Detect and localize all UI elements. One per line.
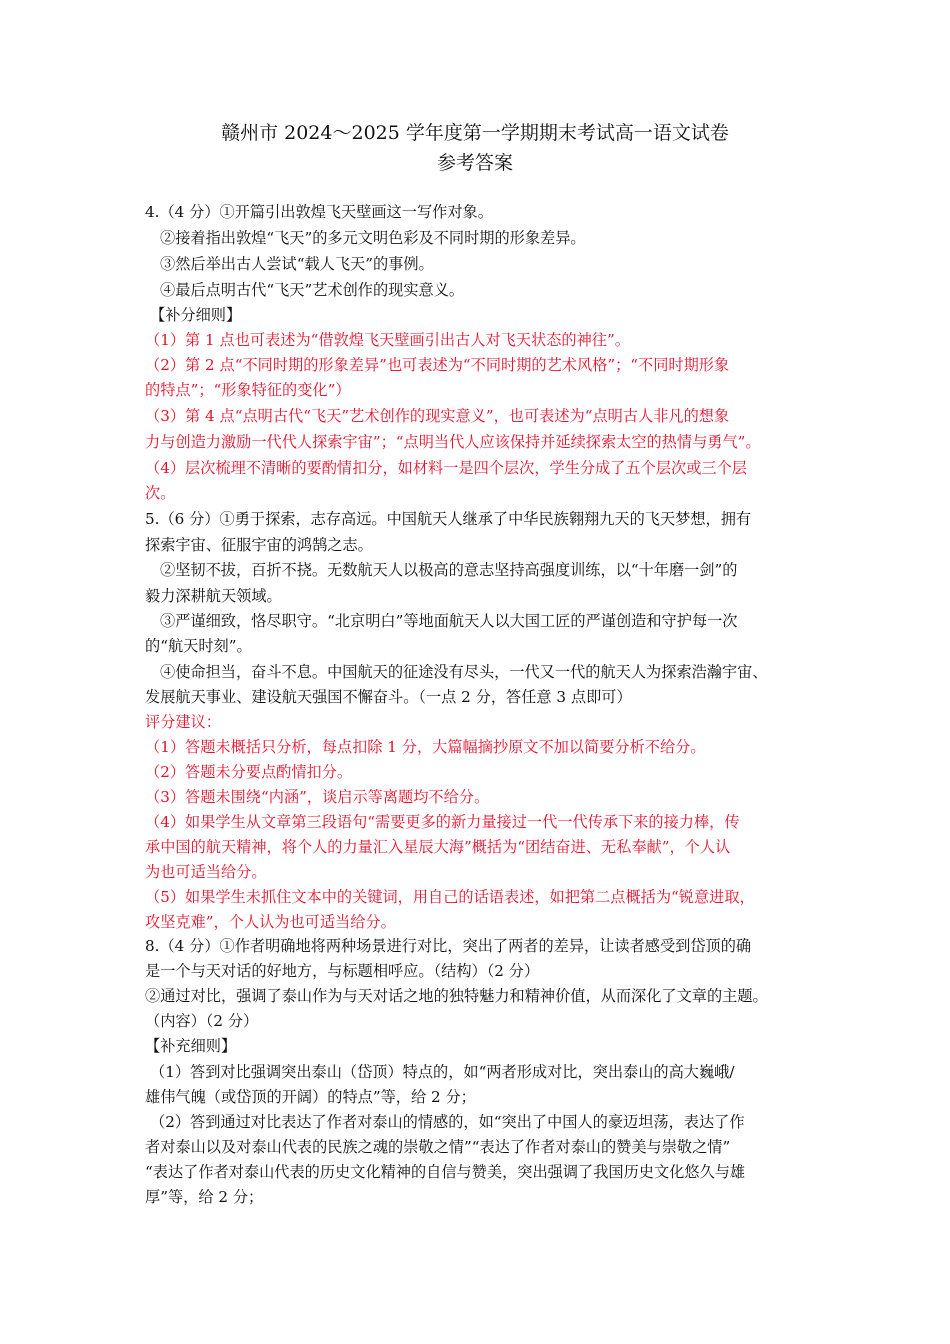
q8-rule-1b: 雄伟气魄（或岱顶的开阔）的特点”等，给 2 分； [145,1088,476,1106]
q5-rule-1: （1）答题未概括只分析，每点扣除 1 分，大篇幅摘抄原文不加以简要分析不给分。 [145,738,706,756]
q4-rule-2a: （2）第 2 点“不同时期的形象差异”也可表述为“不同时期的艺术风格”；“不同时期形象 [145,356,730,374]
q5-line-3: ②坚韧不拔，百折不挠。无数航天人以极高的意志坚持高强度训练，以“十年磨一剑”的 [160,561,738,579]
q4-line-3: ③然后举出古人尝试“载人飞天”的事例。 [160,255,434,273]
q4-line-4: ④最后点明古代“飞天”艺术创作的现实意义。 [160,281,465,299]
q4-rule-3a: （3）第 4 点“点明古代“飞天”艺术创作的现实意义”，也可表述为“点明古人非凡的想象 [145,407,730,425]
q5-rule-5b: 攻坚克难”，个人认为也可适当给分。 [145,913,396,931]
q8-rule-2d: 厚”等，给 2 分； [145,1188,264,1206]
page-subtitle: 参考答案 [436,152,513,174]
q5-line-1: 5.（6 分）①勇于探索，志存高远。中国航天人继承了中华民族翱翔九天的飞天梦想，拥有 [145,510,752,528]
q8-line-2: 是一个与天对话的好地方，与标题相呼应。（结构）（2 分） [145,962,540,980]
q8-line-4: （内容）（2 分） [145,1012,259,1030]
q4-supplement-heading: 【补分细则】 [150,306,242,324]
q5-line-8: 发展航天事业、建设航天强国不懈奋斗。（一点 2 分，答任意 3 点即可） [145,688,632,706]
q8-rule-1a: （1）答到对比强调突出泰山（岱顶）特点的，如“两者形成对比，突出泰山的高大巍峨/ [150,1063,735,1081]
q4-rule-4b: 次。 [145,484,176,502]
q5-rule-4c: 为也可适当给分。 [145,863,267,881]
q5-line-4: 毅力深耕航天领域。 [145,587,282,605]
q8-rule-2c: “表达了作者对泰山代表的历史文化精神的自信与赞美，突出强调了我国历史文化悠久与雄 [145,1163,746,1181]
q4-rule-4a: （4）层次梳理不清晰的要酌情扣分，如材料一是四个层次，学生分成了五个层次或三个层 [145,459,747,477]
q8-line-3: ②通过对比，强调了泰山作为与天对话之地的独特魅力和精神价值，从而深化了文章的主题。 [145,987,768,1005]
q8-line-1: 8.（4 分）①作者明确地将两种场景进行对比，突出了两者的差异，让读者感受到岱顶的确 [145,937,752,955]
q5-rule-4b: 承中国的航天精神，将个人的力量汇入星辰大海”概括为“团结奋进、无私奉献”，个人认 [145,838,731,856]
q5-rule-3: （3）答题未围绕“内涵”，谈启示等离题均不给分。 [145,788,490,806]
page-title: 赣州市 2024～2025 学年度第一学期期末考试高一语文试卷 [221,122,729,144]
q4-rule-2b: 的特点”；“形象特征的变化”） [145,381,351,399]
q5-line-2: 探索宇宙、征服宇宙的鸿鹄之志。 [145,536,373,554]
q5-line-6: 的“航天时刻”。 [145,637,252,655]
q4-rule-3b: 力与创造力激励一代代人探索宇宙”；“点明当代人应该保持并延续探索太空的热情与勇气”。 [145,433,761,451]
q8-rule-2a: （2）答到通过对比表达了作者对泰山的情感的，如“突出了中国人的豪迈坦荡，表达了作 [150,1113,745,1131]
q8-supplement-heading: 【补充细则】 [145,1037,237,1055]
q4-rule-1: （1）第 1 点也可表述为“借敦煌飞天壁画引出古人对飞天状态的神往”。 [145,331,630,349]
q4-line-1: 4.（4 分）①开篇引出敦煌飞天壁画这一写作对象。 [145,203,493,221]
q5-scoring-heading: 评分建议： [145,713,221,731]
q8-rule-2b: 者对泰山以及对泰山代表的民族之魂的崇敬之情”“表达了作者对泰山的赞美与崇敬之情” [145,1138,731,1156]
q5-rule-2: （2）答题未分要点酌情扣分。 [145,763,353,781]
q5-rule-4a: （4）如果学生从文章第三段语句“需要更多的新力量接过一代一代传承下来的接力棒，传 [145,813,740,831]
q5-line-7: ④使命担当，奋斗不息。中国航天的征途没有尽头，一代又一代的航天人为探索浩瀚宇宙、 [160,663,768,681]
q5-line-5: ③严谨细致，恪尽职守。“北京明白”等地面航天人以大国工匠的严谨创造和守护每一次 [160,612,738,630]
q4-line-2: ②接着指出敦煌“飞天”的多元文明色彩及不同时期的形象差异。 [160,229,586,247]
q5-rule-5a: （5）如果学生未抓住文本中的关键词，用自己的话语表述，如把第二点概括为“锐意进取， [145,888,755,906]
